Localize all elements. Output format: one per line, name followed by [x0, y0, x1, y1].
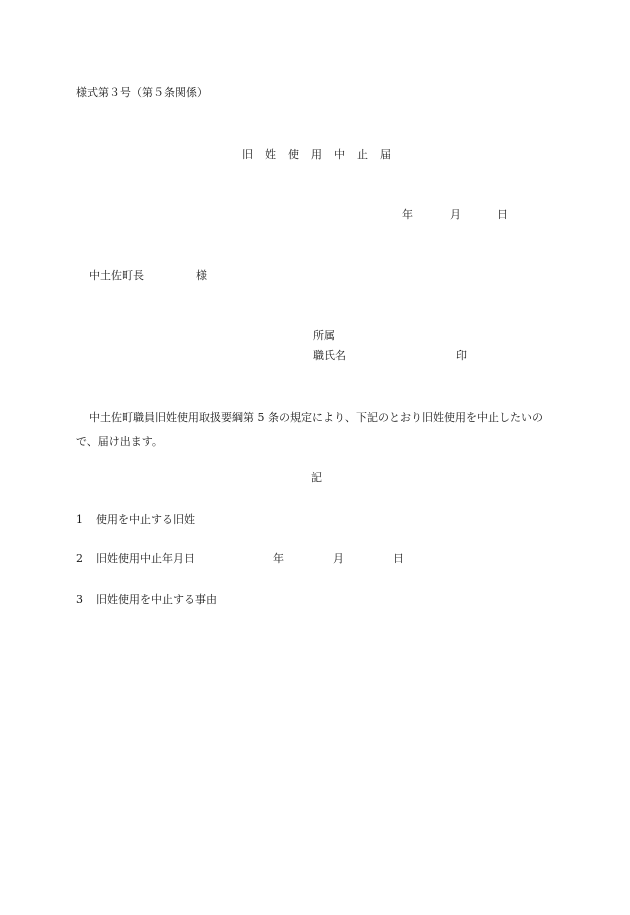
- item-label: 使用を中止する旧姓: [96, 513, 195, 526]
- seal-mark: 印: [456, 349, 467, 362]
- notation-label: 記: [311, 471, 322, 484]
- item-year-label: 年: [273, 552, 284, 565]
- item-label: 旧姓使用を中止する事由: [96, 593, 217, 606]
- title-char: 姓: [265, 148, 276, 161]
- item-number: 2: [76, 552, 83, 565]
- date-day-label: 日: [497, 208, 508, 221]
- item-number: 1: [76, 513, 83, 526]
- item-month-label: 月: [333, 552, 344, 565]
- title-char: 中: [334, 148, 345, 161]
- date-year-label: 年: [402, 208, 413, 221]
- document-title: [242, 148, 391, 162]
- addressee-name: 中土佐町長: [89, 269, 144, 282]
- form-number: 様式第３号（第５条関係）: [76, 86, 208, 99]
- item-day-label: 日: [393, 552, 404, 565]
- date-month-label: 月: [450, 208, 461, 221]
- title-char: 届: [380, 148, 391, 161]
- title-char: 使: [288, 148, 299, 161]
- addressee-honorific: 様: [196, 269, 207, 282]
- title-char: 止: [357, 148, 368, 161]
- name-label: 職氏名: [313, 349, 346, 362]
- title-char: 旧: [242, 148, 253, 161]
- item-label: 旧姓使用中止年月日: [96, 552, 195, 565]
- body-paragraph: 中土佐町職員旧姓使用取扱要綱第 5 条の規定により、下記のとおり旧姓使用を中止したいので、届け出ます。: [76, 411, 543, 448]
- affiliation-label: 所属: [313, 329, 335, 342]
- title-char: 用: [311, 148, 322, 161]
- item-number: 3: [76, 593, 83, 606]
